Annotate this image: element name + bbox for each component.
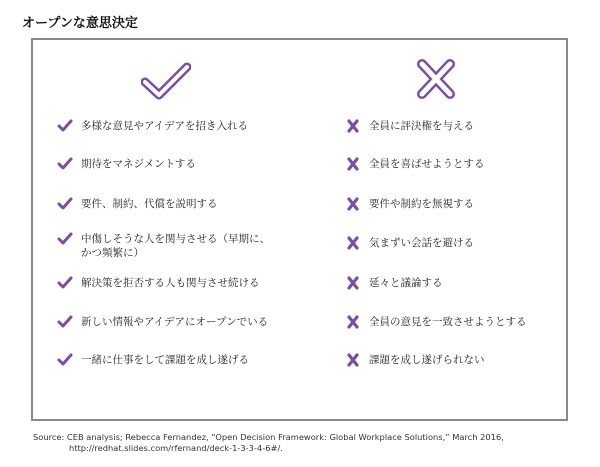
do-item-text: 解決策を拒否する人も関与させ続ける xyxy=(81,277,260,289)
dont-item xyxy=(345,197,474,211)
cross-icon xyxy=(416,58,456,100)
page-title: オープンな意思決定 xyxy=(22,16,138,31)
do-item xyxy=(57,353,249,367)
dont-item-text: 全員に評決権を与える xyxy=(369,120,474,132)
check-icon xyxy=(57,157,73,171)
source-note xyxy=(33,432,573,454)
content-frame xyxy=(31,38,568,421)
cross-icon xyxy=(345,315,361,329)
do-item-text: 一緒に仕事をして課題を成し遂げる xyxy=(81,354,249,366)
do-item xyxy=(57,315,268,329)
do-item xyxy=(57,119,248,133)
cross-icon xyxy=(345,236,361,250)
cross-icon xyxy=(345,157,361,171)
do-item xyxy=(57,197,218,211)
do-item xyxy=(57,232,270,260)
dont-item xyxy=(345,276,443,290)
dont-item xyxy=(345,353,485,367)
check-icon xyxy=(57,353,73,367)
check-icon xyxy=(57,232,73,246)
cross-icon xyxy=(345,119,361,133)
dont-item-text: 要件や制約を無視する xyxy=(369,198,474,210)
do-item-text: 中傷しそうな人を関与させる（早期に、 かつ頻繁に） xyxy=(81,233,270,259)
check-icon xyxy=(57,119,73,133)
dont-item xyxy=(345,236,474,250)
dont-item xyxy=(345,119,474,133)
dont-item-text: 全員を喜ばせようとする xyxy=(369,158,485,170)
check-icon xyxy=(141,62,191,102)
dont-item xyxy=(345,315,527,329)
dont-item-text: 課題を成し遂げられない xyxy=(369,354,485,366)
check-icon xyxy=(57,197,73,211)
source-url: http://redhat.slides.com/rfernand/deck-1-3-3-4-6#/. xyxy=(69,443,283,453)
dont-item xyxy=(345,157,485,171)
do-item-text: 新しい情報やアイデアにオープンでいる xyxy=(81,316,269,328)
source-line-1: Source: CEB analysis; Rebecca Fernandez, “Open Decision Framework: Global Workplace Solutions,” March 2016, xyxy=(33,432,504,442)
check-icon xyxy=(57,315,73,329)
dont-item-text: 延々と議論する xyxy=(369,277,443,289)
check-icon xyxy=(57,276,73,290)
do-item xyxy=(57,157,196,171)
do-item-text: 要件、制約、代償を説明する xyxy=(81,198,218,210)
do-item-text: 期待をマネジメントする xyxy=(81,158,196,170)
do-item-text: 多様な意見やアイデアを招き入れる xyxy=(81,120,249,132)
dont-item-text: 全員の意見を一致させようとする xyxy=(369,316,527,328)
cross-icon xyxy=(345,197,361,211)
cross-icon xyxy=(345,276,361,290)
do-item xyxy=(57,276,260,290)
dont-item-text: 気まずい会話を避ける xyxy=(369,237,474,249)
cross-icon xyxy=(345,353,361,367)
